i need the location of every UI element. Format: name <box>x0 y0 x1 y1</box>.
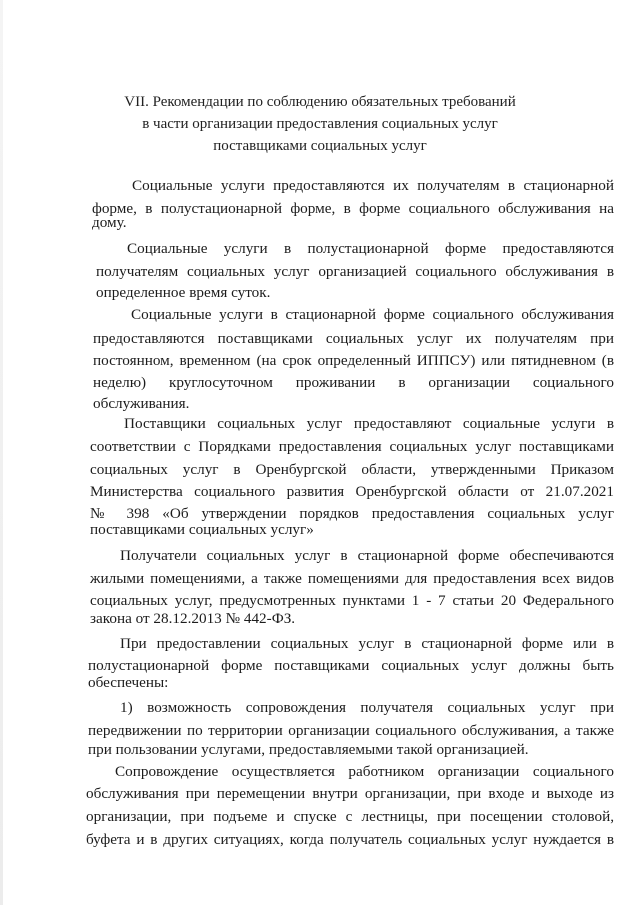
paragraph-line: неделю) круглосуточном проживании в организации социального <box>93 374 614 391</box>
paragraph-line: Поставщики социальных услуг предоставляют социальные услуги в <box>124 415 614 432</box>
paragraph-line: Министерства социального развития Оренбургской области от 21.07.2021 <box>90 483 614 500</box>
paragraph-line: передвижении по территории организации социального обслуживания, а также <box>88 722 614 739</box>
paragraph-line: жилыми помещениями, а также помещениями для предоставления всех видов <box>90 570 614 587</box>
paragraph-line: При предоставлении социальных услуг в стационарной форме или в <box>120 635 614 652</box>
section-title-line-3: поставщиками социальных услуг <box>213 138 427 154</box>
paragraph-line: социальных услуг в Оренбургской области, утвержденными Приказом <box>90 461 614 478</box>
paragraph-line: обеспечены: <box>88 674 169 691</box>
paragraph-line: социальных услуг, предусмотренных пунктами 1 - 7 статьи 20 Федерального <box>90 592 614 609</box>
paragraph-line: Социальные услуги в полустационарной форме предоставляются <box>127 240 614 257</box>
scan-edge-shadow <box>0 0 3 905</box>
section-title-line-1: VII. Рекомендации по соблюдению обязательных требований <box>124 94 516 110</box>
paragraph-line: полустационарной форме поставщиками социальных услуг должны быть <box>88 657 614 674</box>
paragraph-line: Получатели социальных услуг в стационарной форме обеспечиваются <box>120 547 614 564</box>
paragraph-line: постоянном, временном (на срок определенный ИППСУ) или пятидневном (в <box>93 352 614 369</box>
paragraph-line: поставщиками социальных услуг» <box>90 521 314 538</box>
section-title-line-2: в части организации предоставления социальных услуг <box>142 116 498 132</box>
paragraph-line: организации, при подъеме и спуске с лестницы, при посещении столовой, <box>86 808 614 825</box>
paragraph-line: форме, в полустационарной форме, в форме социального обслуживания на <box>92 200 614 217</box>
paragraph-line: 1) возможность сопровождения получателя социальных услуг при <box>120 699 614 716</box>
paragraph-line: Социальные услуги предоставляются их получателям в стационарной <box>132 177 614 194</box>
paragraph-line: обслуживания при перемещении внутри организации, при входе и выходе из <box>86 785 614 802</box>
paragraph-line: получателям социальных услуг организацией социального обслуживания в <box>96 263 614 280</box>
paragraph-line: предоставляются поставщиками социальных услуг их получателям при <box>93 330 614 347</box>
paragraph-line: № 398 «Об утверждении порядков предоставления социальных услуг <box>90 505 614 522</box>
paragraph-line: Социальные услуги в стационарной форме социального обслуживания <box>131 306 614 323</box>
paragraph-line: определенное время суток. <box>96 284 271 301</box>
paragraph-line: дому. <box>92 214 127 231</box>
paragraph-line: буфета и в других ситуациях, когда получатель социальных услуг нуждается в <box>86 831 614 848</box>
paragraph-line: соответствии с Порядками предоставления социальных услуг поставщиками <box>90 438 614 455</box>
paragraph-line: при пользовании услугами, предоставляемыми такой организацией. <box>88 741 529 758</box>
paragraph-line: закона от 28.12.2013 № 442-ФЗ. <box>90 610 296 627</box>
paragraph-line: обслуживания. <box>93 395 190 412</box>
paragraph-line: Сопровождение осуществляется работником организации социального <box>115 763 614 780</box>
